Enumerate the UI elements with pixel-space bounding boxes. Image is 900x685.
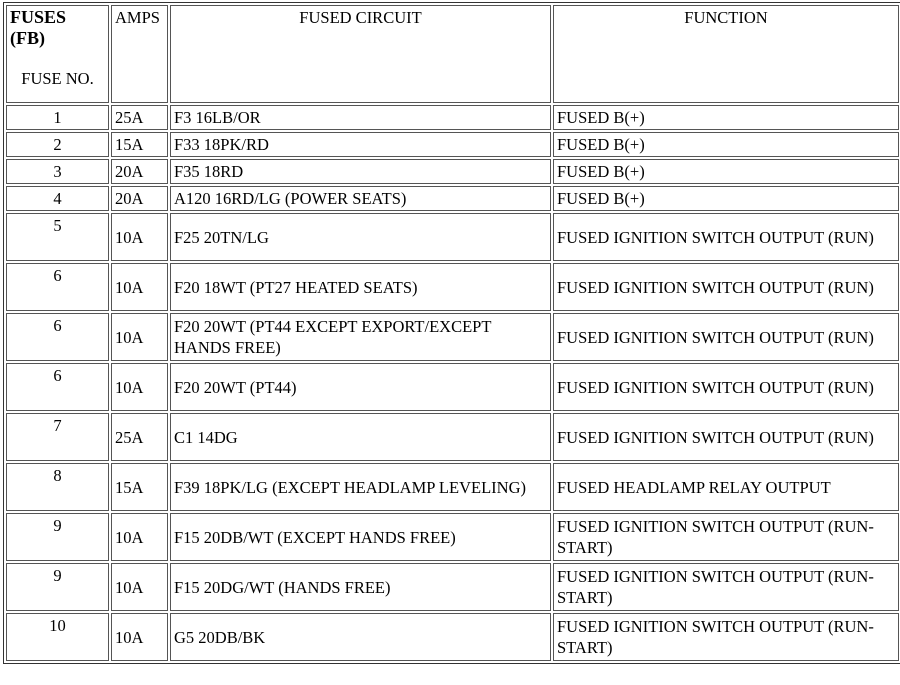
- function-cell: FUSED B(+): [553, 132, 899, 157]
- fuse-no-cell: 6: [6, 263, 109, 311]
- table-row: [6, 105, 899, 130]
- fuse-no-cell: 2: [6, 132, 109, 157]
- table-row: [6, 413, 899, 461]
- fuse-no-cell: 3: [6, 159, 109, 184]
- fuse-no-cell: 6: [6, 363, 109, 411]
- amps-cell: 15A: [111, 132, 168, 157]
- fuse-table-page: [3, 2, 898, 683]
- amps-cell: 25A: [111, 105, 168, 130]
- table-row: [6, 513, 899, 561]
- amps-cell: 10A: [111, 563, 168, 611]
- circuit-cell: C1 14DG: [170, 413, 551, 461]
- function-header: FUNCTION: [553, 5, 899, 103]
- fuse-table: [3, 2, 900, 664]
- fuse-no-cell: 1: [6, 105, 109, 130]
- circuit-cell: A120 16RD/LG (POWER SEATS): [170, 186, 551, 211]
- amps-cell: 20A: [111, 186, 168, 211]
- fuse-no-cell: 4: [6, 186, 109, 211]
- circuit-cell: F15 20DG/WT (HANDS FREE): [170, 563, 551, 611]
- circuit-cell: F25 20TN/LG: [170, 213, 551, 261]
- amps-header: AMPS: [111, 5, 168, 103]
- circuit-cell: F33 18PK/RD: [170, 132, 551, 157]
- circuit-cell: F15 20DB/WT (EXCEPT HANDS FREE): [170, 513, 551, 561]
- amps-cell: 10A: [111, 213, 168, 261]
- function-cell: FUSED IGNITION SWITCH OUTPUT (RUN-START): [553, 563, 899, 611]
- function-cell: FUSED IGNITION SWITCH OUTPUT (RUN): [553, 213, 899, 261]
- amps-cell: 10A: [111, 613, 168, 661]
- function-cell: FUSED IGNITION SWITCH OUTPUT (RUN): [553, 263, 899, 311]
- table-row: [6, 563, 899, 611]
- function-cell: FUSED IGNITION SWITCH OUTPUT (RUN): [553, 363, 899, 411]
- amps-cell: 20A: [111, 159, 168, 184]
- fb-subtitle: (FB): [10, 28, 45, 48]
- circuit-cell: G5 20DB/BK: [170, 613, 551, 661]
- amps-cell: 25A: [111, 413, 168, 461]
- table-row: [6, 132, 899, 157]
- function-cell: FUSED HEADLAMP RELAY OUTPUT: [553, 463, 899, 511]
- fuse-no-cell: 6: [6, 313, 109, 361]
- function-cell: FUSED IGNITION SWITCH OUTPUT (RUN): [553, 313, 899, 361]
- table-row: [6, 213, 899, 261]
- table-row: [6, 463, 899, 511]
- table-header-row: [6, 5, 899, 103]
- fuse-no-label: FUSE NO.: [21, 69, 94, 88]
- amps-cell: 10A: [111, 313, 168, 361]
- function-cell: FUSED IGNITION SWITCH OUTPUT (RUN-START): [553, 513, 899, 561]
- circuit-cell: F20 20WT (PT44): [170, 363, 551, 411]
- table-row: [6, 363, 899, 411]
- circuit-cell: F20 18WT (PT27 HEATED SEATS): [170, 263, 551, 311]
- table-row: [6, 313, 899, 361]
- amps-cell: 10A: [111, 363, 168, 411]
- fuse-no-cell: 10: [6, 613, 109, 661]
- function-cell: FUSED B(+): [553, 105, 899, 130]
- table-row: [6, 159, 899, 184]
- amps-cell: 10A: [111, 513, 168, 561]
- circuit-cell: F3 16LB/OR: [170, 105, 551, 130]
- function-cell: FUSED B(+): [553, 186, 899, 211]
- fuses-title: FUSES: [10, 7, 67, 27]
- circuit-cell: F35 18RD: [170, 159, 551, 184]
- table-row: [6, 263, 899, 311]
- circuit-cell: F20 20WT (PT44 EXCEPT EXPORT/EXCEPT HANDS FREE): [170, 313, 551, 361]
- amps-cell: 10A: [111, 263, 168, 311]
- function-cell: FUSED B(+): [553, 159, 899, 184]
- fuse-no-cell: 9: [6, 513, 109, 561]
- fuse-no-cell: 5: [6, 213, 109, 261]
- amps-cell: 15A: [111, 463, 168, 511]
- fused-circuit-header: FUSED CIRCUIT: [170, 5, 551, 103]
- function-cell: FUSED IGNITION SWITCH OUTPUT (RUN): [553, 413, 899, 461]
- function-cell: FUSED IGNITION SWITCH OUTPUT (RUN-START): [553, 613, 899, 661]
- fuse-no-header: [6, 5, 109, 103]
- fuse-no-cell: 7: [6, 413, 109, 461]
- fuse-no-cell: 9: [6, 563, 109, 611]
- table-row: [6, 186, 899, 211]
- fuse-no-cell: 8: [6, 463, 109, 511]
- table-row: [6, 613, 899, 661]
- circuit-cell: F39 18PK/LG (EXCEPT HEADLAMP LEVELING): [170, 463, 551, 511]
